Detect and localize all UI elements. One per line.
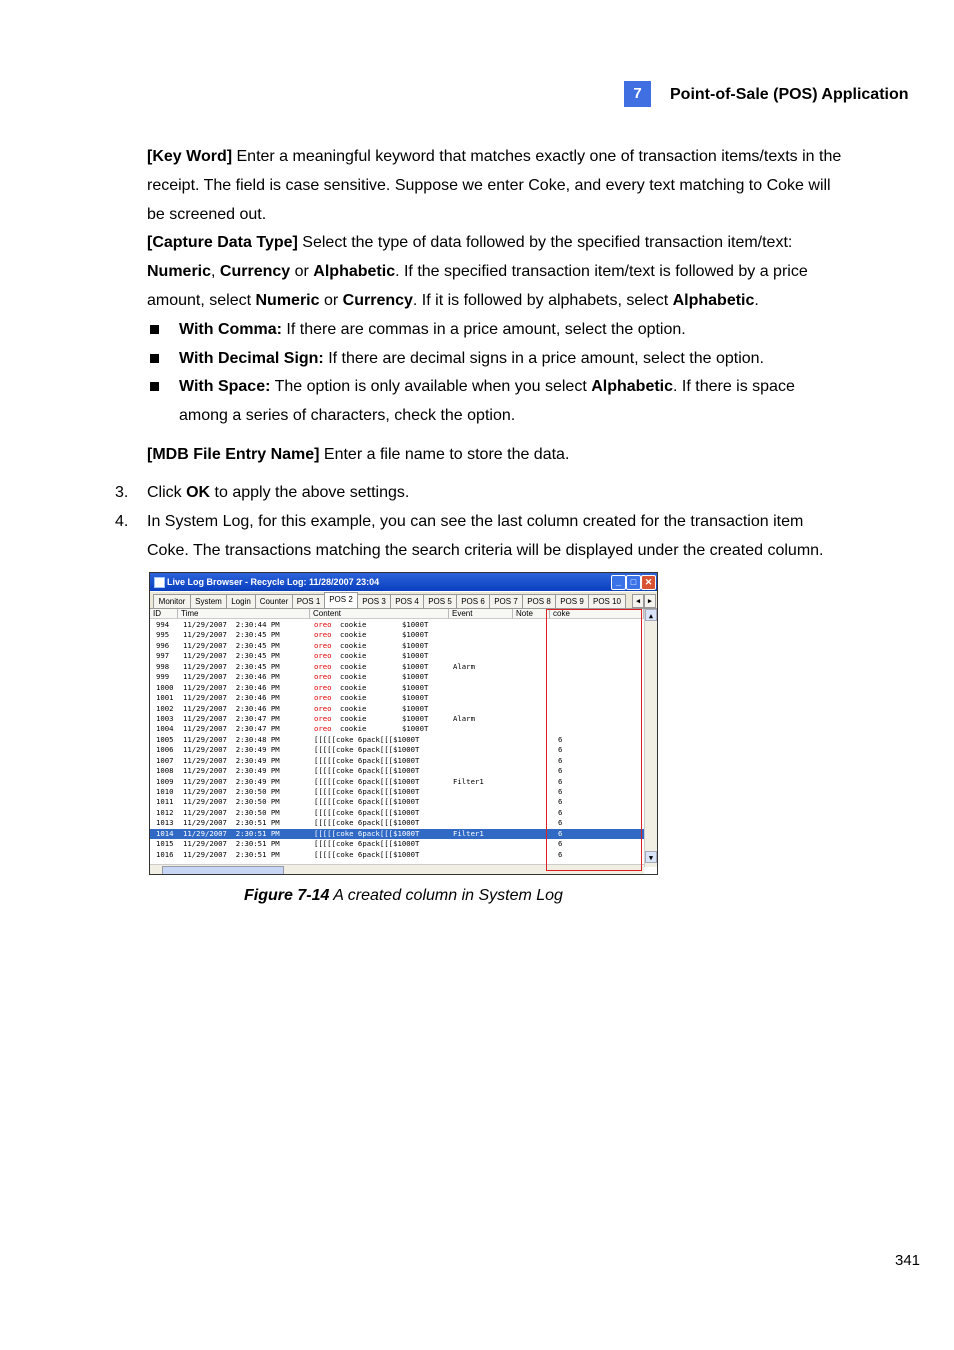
mdb-label: [MDB File Entry Name] [147, 446, 320, 463]
cell-time: 11/29/2007 2:30:49 PM [183, 766, 280, 776]
cell-event: Alarm [453, 713, 475, 723]
cell-c1: oreo [314, 661, 332, 671]
cell-time: 11/29/2007 2:30:47 PM [183, 713, 280, 723]
column-header-content[interactable]: Content [310, 609, 449, 619]
cell-time: 11/29/2007 2:30:50 PM [183, 787, 280, 796]
currency-term-2: Currency [342, 292, 413, 309]
cell-id: 1009 [156, 776, 174, 786]
tab-pos-7[interactable]: POS 7 [489, 594, 523, 608]
cell-coke: 6 [558, 755, 563, 765]
keyword-label: [Key Word] [147, 148, 233, 165]
cell-c2: cookie [340, 661, 367, 671]
column-header-coke[interactable]: coke [550, 609, 644, 619]
mdb-text: Enter a file name to store the data. [319, 446, 570, 463]
cell-id: 1016 [156, 849, 174, 859]
cell-price: $1000T [402, 703, 429, 713]
tab-pos-3[interactable]: POS 3 [357, 594, 391, 608]
currency-term: Currency [219, 263, 291, 280]
maximize-button[interactable]: □ [626, 575, 641, 590]
step-3-a: Click [147, 484, 187, 501]
tab-system[interactable]: System [190, 594, 227, 608]
cell-id: 1014 [156, 828, 174, 838]
cell-coke: 6 [558, 818, 563, 828]
capture-text-3a: amount, select [147, 292, 256, 309]
cell-id: 998 [156, 661, 170, 671]
cell-c2: [[[[[coke 6pack[[[$1000T [314, 828, 420, 838]
cell-time: 11/29/2007 2:30:51 PM [183, 818, 280, 828]
keyword-paragraph [147, 142, 847, 229]
cell-c2: [[[[[coke 6pack[[[$1000T [314, 766, 420, 776]
capture-line-2 [147, 257, 847, 286]
cell-event: Filter1 [453, 828, 484, 838]
cell-coke: 6 [558, 849, 563, 859]
tab-pos-10[interactable]: POS 10 [588, 594, 626, 608]
cell-coke: 6 [558, 787, 563, 796]
live-log-browser-window [149, 572, 658, 875]
capture-sep-1: , [211, 263, 220, 280]
step-4-text [147, 507, 847, 565]
cell-price: $1000T [402, 630, 429, 640]
cell-id: 1005 [156, 734, 174, 744]
coke-column-highlight-box [546, 609, 642, 871]
cell-c2: cookie [340, 651, 367, 661]
cell-coke: 6 [558, 807, 563, 817]
cell-c2: cookie [340, 724, 367, 734]
bullet-square-icon [150, 382, 159, 391]
cell-time: 11/29/2007 2:30:51 PM [183, 849, 280, 859]
cell-id: 1004 [156, 724, 174, 734]
cell-time: 11/29/2007 2:30:50 PM [183, 807, 280, 817]
cell-time: 11/29/2007 2:30:45 PM [183, 651, 280, 661]
scroll-thumb[interactable] [162, 866, 284, 875]
vertical-scrollbar[interactable] [644, 609, 657, 867]
keyword-line-3: be screened out. [147, 206, 267, 223]
bullet-line-1 [179, 372, 839, 401]
chapter-title: Point-of-Sale (POS) Application [670, 86, 909, 103]
cell-id: 1013 [156, 818, 174, 828]
step-4-line-2: Coke. The transactions matching the search criteria will be displayed under the created column. [147, 542, 824, 559]
cell-time: 11/29/2007 2:30:46 PM [183, 682, 280, 692]
cell-id: 1010 [156, 787, 174, 796]
step-3-number: 3. [115, 484, 129, 501]
cell-id: 996 [156, 640, 170, 650]
step-3-b: to apply the above settings. [210, 484, 410, 501]
page-number: 341 [895, 1252, 921, 1269]
cell-time: 11/29/2007 2:30:48 PM [183, 734, 280, 744]
figure-label: Figure 7-14 [244, 887, 330, 904]
alphabetic-term-2: Alphabetic [672, 292, 755, 309]
bullet-line-2: among a series of characters, check the option. [179, 407, 516, 424]
alphabetic-term-3: Alphabetic [591, 378, 674, 395]
cell-time: 11/29/2007 2:30:49 PM [183, 755, 280, 765]
capture-sep-2: or [290, 263, 314, 280]
cell-c1: oreo [314, 672, 332, 682]
cell-c2: cookie [340, 640, 367, 650]
figure-text: A created column in System Log [329, 887, 563, 904]
tab-pos-9[interactable]: POS 9 [555, 594, 589, 608]
capture-line-1 [147, 228, 847, 257]
keyword-line-2: receipt. The field is case sensitive. Suppose we enter Coke, and every text matching to Coke will [147, 177, 831, 194]
cell-price: $1000T [402, 651, 429, 661]
cell-id: 1007 [156, 755, 174, 765]
cell-id: 1015 [156, 839, 174, 849]
cell-id: 997 [156, 651, 170, 661]
cell-price: $1000T [402, 672, 429, 682]
cell-time: 11/29/2007 2:30:46 PM [183, 672, 280, 682]
cell-c1: oreo [314, 693, 332, 703]
tab-pos-4[interactable]: POS 4 [390, 594, 424, 608]
ok-term: OK [186, 484, 211, 501]
cell-time: 11/29/2007 2:30:45 PM [183, 640, 280, 650]
tab-prev-arrow-icon[interactable]: ◀ [632, 594, 644, 608]
scroll-down-icon[interactable]: ▼ [645, 851, 657, 863]
cell-c2: [[[[[coke 6pack[[[$1000T [314, 755, 420, 765]
cell-c2: [[[[[coke 6pack[[[$1000T [314, 849, 420, 859]
cell-time: 11/29/2007 2:30:49 PM [183, 776, 280, 786]
bullet-desc: The option is only available when you select [270, 378, 592, 395]
column-header-note[interactable]: Note [513, 609, 550, 619]
cell-event: Filter1 [453, 776, 484, 786]
capture-text-3d: . [754, 292, 759, 309]
cell-c2: [[[[[coke 6pack[[[$1000T [314, 776, 420, 786]
bullet-desc-2: . If there is space [673, 378, 795, 395]
step-4-line-1: In System Log, for this example, you can see the last column created for the transaction item [147, 513, 804, 530]
cell-c2: cookie [340, 620, 367, 629]
cell-c2: [[[[[coke 6pack[[[$1000T [314, 734, 420, 744]
cell-time: 11/29/2007 2:30:49 PM [183, 745, 280, 755]
cell-c1: oreo [314, 682, 332, 692]
cell-time: 11/29/2007 2:30:47 PM [183, 724, 280, 734]
cell-id: 1012 [156, 807, 174, 817]
bullet-desc: If there are commas in a price amount, select the option. [281, 321, 686, 338]
bullet-text [179, 344, 839, 373]
cell-price: $1000T [402, 682, 429, 692]
cell-c2: [[[[[coke 6pack[[[$1000T [314, 839, 420, 849]
capture-paragraph [147, 228, 847, 315]
bullet-text [179, 372, 839, 430]
chapter-number-badge: 7 [624, 81, 651, 107]
bullet-square-icon [150, 325, 159, 334]
cell-id: 994 [156, 620, 170, 629]
bullet-label: With Comma: [179, 321, 282, 338]
tab-pos-8[interactable]: POS 8 [522, 594, 556, 608]
capture-line-3 [147, 286, 847, 315]
alphabetic-term: Alphabetic [313, 263, 396, 280]
cell-time: 11/29/2007 2:30:45 PM [183, 630, 280, 640]
column-header-id[interactable]: ID [150, 609, 178, 619]
window-titlebar [150, 573, 657, 591]
tab-login[interactable]: Login [226, 594, 256, 608]
close-button[interactable]: ✕ [641, 575, 656, 590]
mdb-paragraph [147, 440, 847, 469]
cell-id: 1008 [156, 766, 174, 776]
cell-id: 1000 [156, 682, 174, 692]
cell-c1: oreo [314, 651, 332, 661]
cell-coke: 6 [558, 734, 563, 744]
cell-c2: cookie [340, 682, 367, 692]
scroll-up-icon[interactable]: ▲ [645, 609, 657, 621]
cell-id: 995 [156, 630, 170, 640]
cell-time: 11/29/2007 2:30:46 PM [183, 693, 280, 703]
bullet-label: With Space: [179, 378, 271, 395]
cell-time: 11/29/2007 2:30:51 PM [183, 839, 280, 849]
cell-price: $1000T [402, 640, 429, 650]
cell-c2: [[[[[coke 6pack[[[$1000T [314, 818, 420, 828]
cell-time: 11/29/2007 2:30:45 PM [183, 661, 280, 671]
cell-id: 1003 [156, 713, 174, 723]
bullet-desc: If there are decimal signs in a price amount, select the option. [323, 350, 764, 367]
tab-counter[interactable]: Counter [255, 594, 293, 608]
bullet-square-icon [150, 354, 159, 363]
bullet-text [179, 315, 839, 344]
cell-c1: oreo [314, 724, 332, 734]
cell-coke: 6 [558, 839, 563, 849]
tab-monitor[interactable]: Monitor [153, 594, 191, 608]
cell-event: Alarm [453, 661, 475, 671]
cell-id: 1011 [156, 797, 174, 807]
window-title: Live Log Browser - Recycle Log: 11/28/2007 23:04 [167, 577, 380, 587]
numeric-term-2: Numeric [255, 292, 320, 309]
cell-time: 11/29/2007 2:30:50 PM [183, 797, 280, 807]
cell-id: 1002 [156, 703, 174, 713]
cell-c2: [[[[[coke 6pack[[[$1000T [314, 745, 420, 755]
cell-c2: [[[[[coke 6pack[[[$1000T [314, 807, 420, 817]
cell-c1: oreo [314, 620, 332, 629]
cell-id: 1006 [156, 745, 174, 755]
figure-caption [244, 886, 563, 906]
cell-c2: [[[[[coke 6pack[[[$1000T [314, 797, 420, 807]
cell-price: $1000T [402, 661, 429, 671]
column-header-event[interactable]: Event [449, 609, 513, 619]
tab-pos-2[interactable]: POS 2 [324, 592, 358, 608]
cell-coke: 6 [558, 776, 563, 786]
cell-c2: cookie [340, 713, 367, 723]
cell-c2: [[[[[coke 6pack[[[$1000T [314, 787, 420, 796]
cell-coke: 6 [558, 745, 563, 755]
cell-c1: oreo [314, 640, 332, 650]
column-header-time[interactable]: Time [178, 609, 310, 619]
capture-label: [Capture Data Type] [147, 234, 298, 251]
cell-price: $1000T [402, 693, 429, 703]
step-3-text [147, 478, 847, 507]
tab-pos-5[interactable]: POS 5 [423, 594, 457, 608]
keyword-line-1 [147, 142, 847, 171]
cell-c1: oreo [314, 713, 332, 723]
capture-text-3c: . If it is followed by alphabets, select [412, 292, 673, 309]
cell-c1: oreo [314, 703, 332, 713]
cell-coke: 6 [558, 766, 563, 776]
tab-pos-6[interactable]: POS 6 [456, 594, 490, 608]
cell-time: 11/29/2007 2:30:46 PM [183, 703, 280, 713]
tab-strip [150, 592, 657, 609]
cell-c2: cookie [340, 672, 367, 682]
capture-text-1: Select the type of data followed by the specified transaction item/text: [297, 234, 793, 251]
cell-c2: cookie [340, 630, 367, 640]
cell-price: $1000T [402, 724, 429, 734]
tab-next-arrow-icon[interactable]: ▶ [644, 594, 656, 608]
cell-coke: 6 [558, 828, 563, 838]
cell-price: $1000T [402, 713, 429, 723]
cell-id: 1001 [156, 693, 174, 703]
bullet-label: With Decimal Sign: [179, 350, 324, 367]
capture-text-2: . If the specified transaction item/text is followed by a price [395, 263, 808, 280]
cell-id: 999 [156, 672, 170, 682]
cell-coke: 6 [558, 797, 563, 807]
step-4-number: 4. [115, 513, 129, 530]
tab-pos-1[interactable]: POS 1 [292, 594, 325, 608]
cell-c2: cookie [340, 693, 367, 703]
keyword-text-1: Enter a meaningful keyword that matches exactly one of transaction items/texts in the [232, 148, 842, 165]
cell-c2: cookie [340, 703, 367, 713]
minimize-button[interactable]: _ [611, 575, 626, 590]
cell-c1: oreo [314, 630, 332, 640]
numeric-term: Numeric [147, 263, 212, 280]
app-icon [154, 577, 165, 588]
cell-time: 11/29/2007 2:30:51 PM [183, 828, 280, 838]
cell-time: 11/29/2007 2:30:44 PM [183, 620, 280, 629]
cell-price: $1000T [402, 620, 429, 629]
capture-text-3b: or [319, 292, 343, 309]
